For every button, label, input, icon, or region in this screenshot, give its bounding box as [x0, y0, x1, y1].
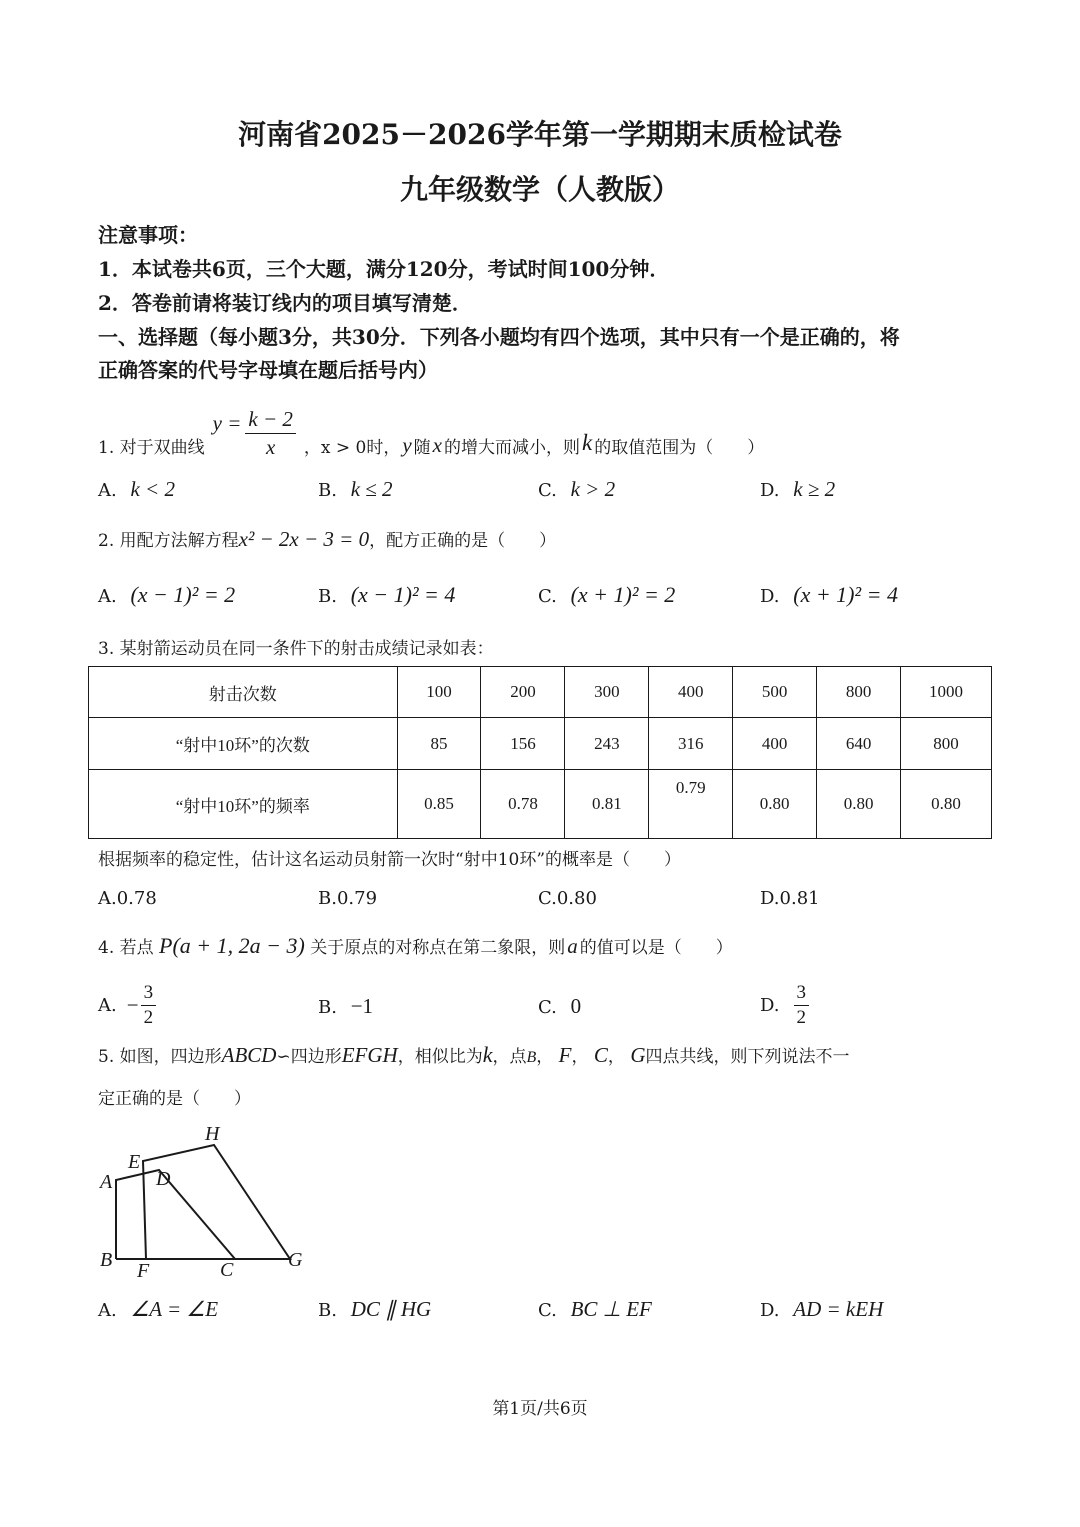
question-2-stem: 2. 用配方法解方程x² − 2x − 3 = 0，配方正确的是（ ） — [98, 527, 557, 551]
q4-option-c: C. 0 — [538, 994, 582, 1018]
quad-abcd — [116, 1170, 235, 1259]
row-label-hits: “射中10环”的次数 — [89, 718, 398, 770]
table-cell: 500 — [733, 667, 817, 718]
question-3-stem: 3. 某射箭运动员在同一条件下的射击成绩记录如表： — [98, 639, 494, 659]
geometry-figure — [90, 1118, 320, 1288]
table-cell: 0.81 — [565, 770, 649, 839]
notes-item-1: 1．本试卷共6页，三个大题，满分120分，考试时间100分钟． — [98, 257, 670, 281]
q5-option-b: B. DC ∥ HG — [318, 1297, 432, 1321]
q2-option-b: B. (x − 1)² = 4 — [318, 582, 456, 607]
table-cell: 800 — [817, 667, 901, 718]
question-1-stem: 1. 对于双曲线 y = $\frac{k - 2}{x}$ ，x > 0时， y 随 x 的增大而减小，则 k 的取值范围为（ ） — [98, 406, 765, 459]
table-cell: 0.79 — [649, 770, 733, 839]
notes-heading: 注意事项： — [98, 223, 198, 247]
table-cell: 0.80 — [733, 770, 817, 839]
exam-title: 河南省2025－2026学年第一学期期末质检试卷 — [238, 118, 842, 151]
label-d: D — [156, 1168, 171, 1190]
table-cell: 400 — [649, 667, 733, 718]
table-cell: 640 — [817, 718, 901, 770]
page-number: 第1页/共6页 — [492, 1399, 588, 1419]
label-g: G — [288, 1249, 303, 1271]
table-cell: 0.80 — [817, 770, 901, 839]
table-cell: 100 — [397, 667, 481, 718]
score-table — [88, 666, 992, 839]
exam-subtitle: 九年级数学（人教版） — [399, 173, 680, 206]
question-4-stem: 4. 若点 P(a + 1, 2a − 3) 关于原点的对称点在第二象限，则a 的值可以是（ ） — [98, 933, 733, 958]
q1-option-a: A. k < 2 — [98, 477, 175, 501]
q4-option-d: D. $\frac{3}{2}$ — [760, 982, 809, 1029]
q5-option-d: D. AD = kEH — [760, 1297, 884, 1321]
section-heading-line2: 正确答案的代号字母填在题后括号内） — [98, 358, 438, 382]
table-cell: 0.80 — [901, 770, 992, 839]
q4-point: P(a + 1, 2a − 3) — [159, 933, 305, 958]
section-heading-line1: 一、选择题（每小题3分，共30分．下列各小题均有四个选项，其中只有一个是正确的，将 — [98, 325, 900, 349]
q3-option-d: D.0.81 — [760, 888, 820, 909]
q1-option-c: C. k > 2 — [538, 477, 616, 501]
table-cell: 200 — [481, 667, 565, 718]
table-row-hits — [89, 718, 992, 770]
q3-option-c: C.0.80 — [538, 888, 597, 909]
q5-option-a: A. ∠A = ∠E — [98, 1297, 219, 1321]
quad-efgh — [143, 1145, 290, 1259]
q1-option-d: D. k ≥ 2 — [760, 477, 836, 501]
q4-option-a: A. − $\frac{3}{2}$ — [98, 982, 156, 1029]
label-c: C — [220, 1259, 234, 1281]
table-cell: 0.85 — [397, 770, 481, 839]
q1-fraction: $\frac{k - 2}{x}$ — [245, 407, 296, 460]
table-cell: 156 — [481, 718, 565, 770]
q1-option-b: B. k ≤ 2 — [318, 477, 393, 501]
label-e: E — [128, 1151, 141, 1173]
label-b: B — [100, 1249, 113, 1271]
label-h: H — [205, 1123, 220, 1145]
question-5-line1: 5. 如图，四边形ABCD∽四边形EFGH，相似比为k，点B， F， C， G四点共线，则下列说法不一 — [98, 1042, 850, 1067]
row-label-shots: 射击次数 — [89, 667, 398, 718]
q2-option-c: C. (x + 1)² = 2 — [538, 582, 676, 607]
label-f: F — [137, 1260, 150, 1282]
question-5-line2: 定正确的是（ ） — [98, 1089, 251, 1109]
table-cell: 1000 — [901, 667, 992, 718]
table-cell: 800 — [901, 718, 992, 770]
table-cell: 400 — [733, 718, 817, 770]
table-cell: 85 — [397, 718, 481, 770]
q3-option-b: B.0.79 — [318, 888, 378, 909]
table-cell: 300 — [565, 667, 649, 718]
q2-equation: x² − 2x − 3 = 0 — [238, 527, 370, 551]
q3-option-a: A.0.78 — [98, 888, 157, 909]
q5-option-c: C. BC ⊥ EF — [538, 1297, 652, 1321]
table-cell: 243 — [565, 718, 649, 770]
q4-option-b: B. −1 — [318, 994, 374, 1018]
q2-option-a: A. (x − 1)² = 2 — [98, 582, 236, 607]
q2-option-d: D. (x + 1)² = 4 — [760, 582, 898, 607]
table-row-shots — [89, 667, 992, 718]
table-cell: 316 — [649, 718, 733, 770]
q1-y-equals: y = — [212, 410, 242, 435]
row-label-frequency: “射中10环”的频率 — [89, 770, 398, 839]
question-3-ask: 根据频率的稳定性，估计这名运动员射箭一次时“射中10环”的概率是（ ） — [98, 850, 682, 870]
label-a: A — [100, 1171, 113, 1193]
table-cell: 0.78 — [481, 770, 565, 839]
table-row-frequency — [89, 770, 992, 839]
notes-item-2: 2．答卷前请将装订线内的项目填写清楚． — [98, 291, 472, 315]
